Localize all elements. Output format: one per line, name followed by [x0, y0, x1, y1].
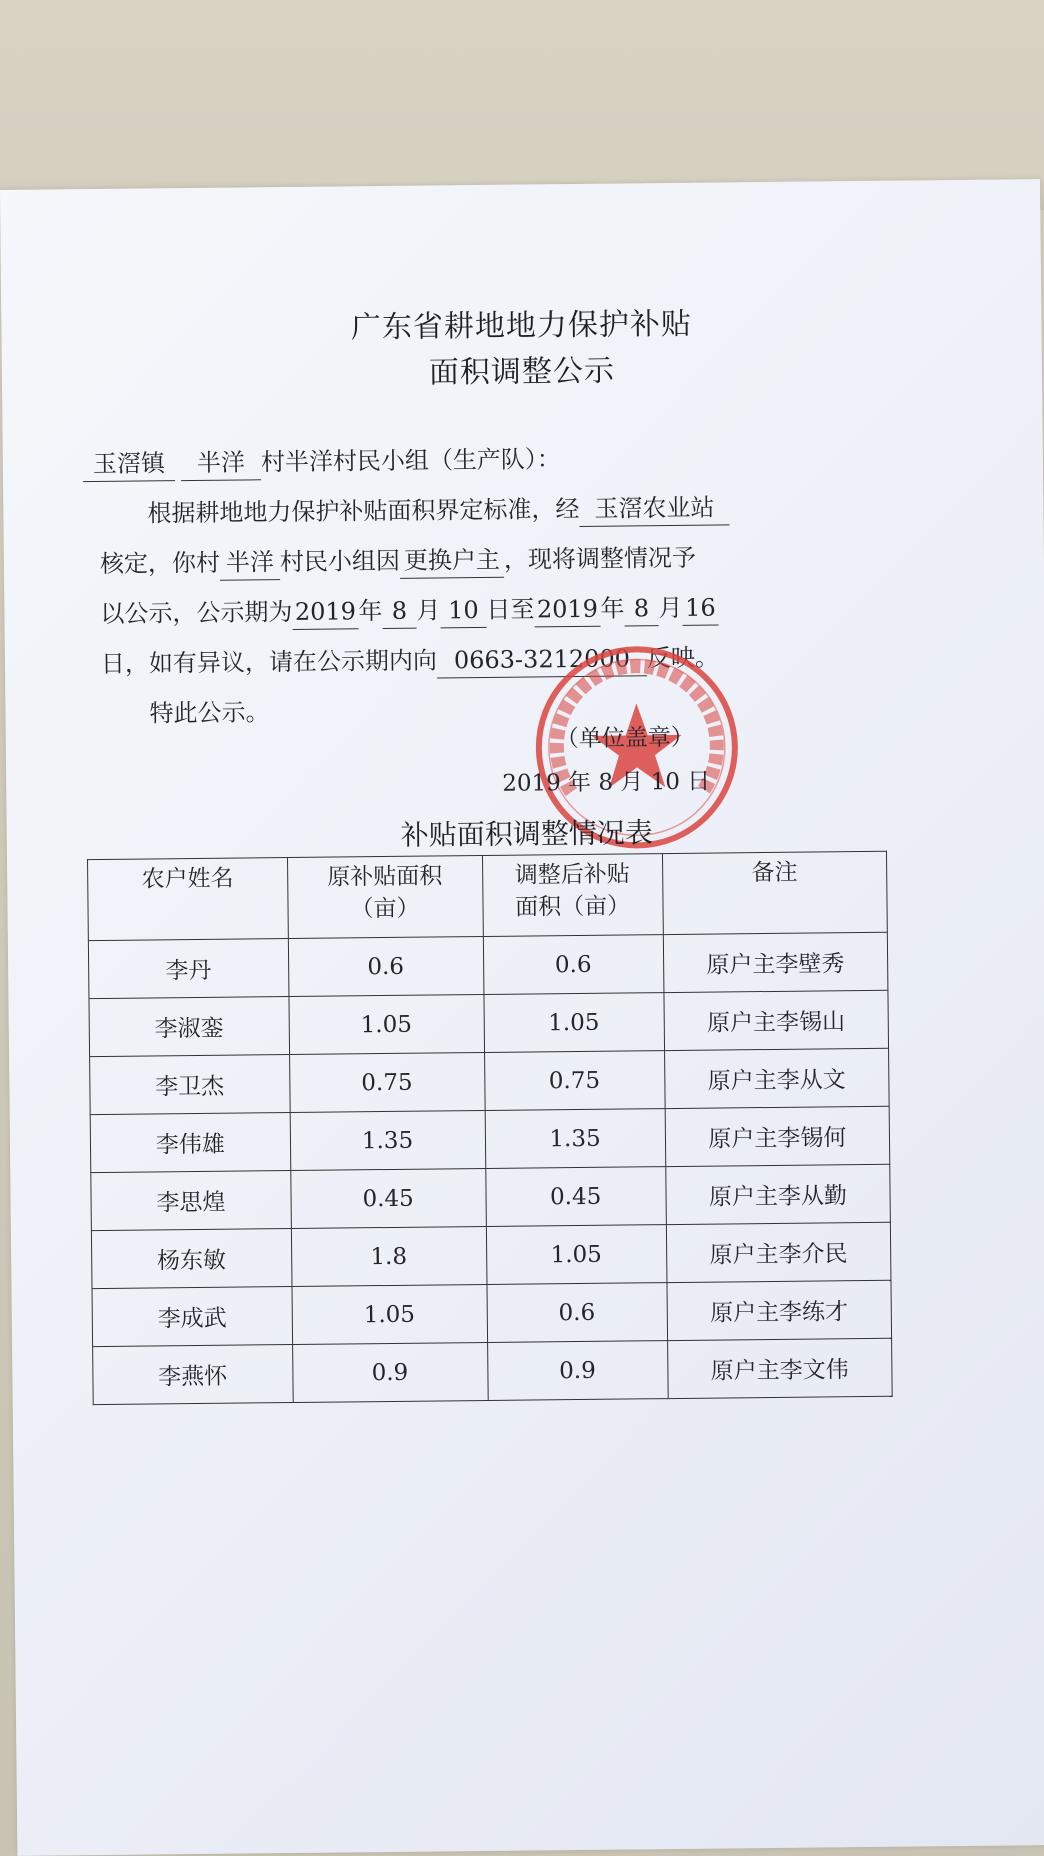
header-farmer-name: 农户姓名: [88, 858, 288, 941]
start-year: 2019: [292, 594, 358, 630]
paragraph-line-3: [100, 583, 718, 639]
adjusted-area: 0.9: [487, 1341, 668, 1401]
farmer-name: 李淑銮: [89, 997, 289, 1057]
remark: 原户主李壁秀: [663, 932, 888, 992]
addressee-line: [83, 434, 561, 489]
month-char: 月: [416, 596, 441, 625]
closing-line: 特此公示。: [149, 698, 270, 728]
remark: 原户主李文伟: [667, 1338, 892, 1398]
farmer-name: 杨东敏: [91, 1229, 291, 1289]
remark: 原户主李锡何: [665, 1106, 890, 1166]
table-row: [91, 1164, 891, 1230]
farmer-name: 李成武: [92, 1287, 292, 1347]
village-blank: 半洋: [181, 445, 261, 481]
table-row: [90, 1048, 890, 1114]
paragraph-line-2: [100, 533, 696, 589]
remark: 原户主李从文: [664, 1048, 889, 1108]
paragraph-text: 村民小组因: [279, 546, 401, 577]
end-day: 16: [682, 591, 718, 626]
paragraph-text: ，现将调整情况予: [503, 543, 697, 574]
header-original-area: [287, 855, 483, 938]
group-name: 半洋村民小组（生产队）：: [284, 445, 561, 477]
seal-label: （单位盖章）: [555, 724, 694, 753]
station-blank: 玉滘农业站: [579, 490, 729, 527]
reason-blank: 更换户主: [400, 543, 504, 579]
adjusted-area: 0.6: [483, 935, 664, 995]
original-area: 0.9: [292, 1342, 488, 1402]
paragraph-text: 以公示，公示期为: [100, 597, 293, 628]
farmer-name: 李思煌: [91, 1171, 291, 1231]
table-row: [92, 1280, 892, 1346]
adjustment-table: [87, 851, 893, 1405]
farmer-name: 李卫杰: [90, 1055, 290, 1115]
table-header-row: [88, 851, 888, 940]
farmer-name: 李丹: [88, 939, 288, 999]
notice-title-line2: 面积调整公示: [428, 353, 616, 391]
year-char: 年: [358, 597, 383, 626]
year-char: 年: [600, 594, 625, 623]
phone-blank: 0663-3212000: [437, 641, 647, 678]
adjusted-area: 0.45: [485, 1167, 666, 1227]
start-month: 8: [382, 594, 416, 629]
end-year: 2019: [534, 592, 600, 628]
remark: 原户主李锡山: [664, 990, 889, 1050]
original-area: 0.75: [289, 1052, 485, 1112]
adjusted-area: 0.6: [487, 1283, 668, 1343]
header-original-area-text: 原补贴面积 （亩）: [327, 863, 443, 923]
day-to-char: 日至: [486, 595, 535, 624]
paragraph-text: 核定，你村: [99, 548, 221, 578]
addressee-suffix: 村: [260, 448, 286, 477]
notice-date: 2019 年 8 月 10 日: [502, 768, 711, 797]
town-blank: 玉滘镇: [83, 446, 175, 482]
month-char: 月: [658, 593, 683, 623]
farmer-name: 李伟雄: [90, 1113, 290, 1173]
original-area: 1.35: [290, 1110, 486, 1170]
header-adjusted-area: [482, 854, 663, 937]
original-area: 1.05: [289, 994, 485, 1054]
original-area: 1.05: [292, 1284, 488, 1344]
remark: 原户主李从勤: [665, 1164, 890, 1224]
notice-body: [92, 431, 859, 728]
remark: 原户主李练才: [667, 1280, 892, 1340]
paragraph-line-1: [147, 482, 729, 538]
adjusted-area: 1.05: [483, 993, 664, 1053]
table-row: [90, 1106, 890, 1172]
adjusted-area: 1.35: [485, 1109, 666, 1169]
table-row: [88, 932, 888, 998]
adjusted-area: 1.05: [486, 1225, 667, 1285]
table-title: 补贴面积调整情况表: [400, 816, 653, 852]
original-area: 1.8: [291, 1226, 487, 1286]
farmer-name: 李燕怀: [93, 1345, 293, 1405]
original-area: 0.6: [288, 936, 484, 996]
table-row: [89, 990, 889, 1056]
start-day: 10: [440, 593, 486, 628]
end-month: 8: [624, 591, 658, 626]
remark: 原户主李介民: [666, 1222, 891, 1282]
paragraph-text: 日，如有异议，请在公示期内向: [100, 646, 438, 678]
village-blank-2: 半洋: [220, 545, 280, 581]
original-area: 0.45: [290, 1168, 486, 1228]
notice-title-line1: 广东省耕地地力保护补贴: [350, 306, 693, 346]
table-row: [93, 1338, 893, 1404]
header-adjusted-area-text: 调整后补贴 面积（亩）: [514, 861, 631, 921]
notice-paper: [0, 179, 1044, 1856]
adjusted-area: 0.75: [484, 1051, 665, 1111]
paragraph-text: 根据耕地地力保护补贴面积界定标准，经: [147, 494, 580, 528]
paragraph-text: 反映。: [646, 643, 720, 673]
table-row: [91, 1222, 891, 1288]
header-remarks: 备注: [662, 851, 887, 934]
